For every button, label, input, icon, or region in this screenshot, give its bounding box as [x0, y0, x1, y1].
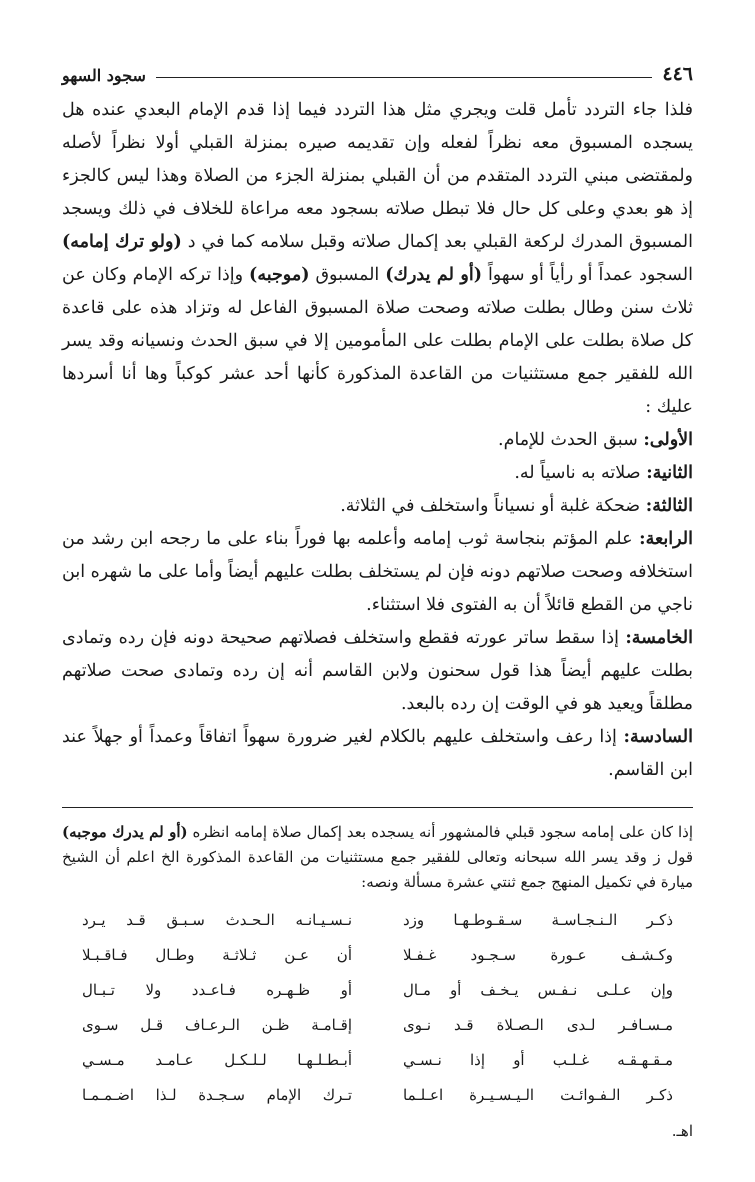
- hemistich-right: مـقـهـقـه غـلـب أو إذا نـسـي: [403, 1051, 673, 1069]
- item-text: علم المؤتم بنجاسة ثوب إمامه وأعلمه بها فوراً بناء على ما رجحه ابن رشد من استخلافه وصحت صلاتهم دونه فإن لم يستخلف بطلت عليهم أيضاً وأما على ما شهره ابن ناجي من القطع قائلاً أن به الفتوى فلا استثناء.: [62, 529, 693, 615]
- list-item: [62, 622, 693, 721]
- footnote-divider: [62, 807, 693, 808]
- hemistich-right: وإن عـلـى نـفـس يـخـف أو مـال: [403, 981, 673, 999]
- text-segment: فلذا جاء التردد تأمل قلت ويجري مثل هذا التردد فيما إذا قدم الإمام البعدي عنده هل يسجده المسبوق معه نظراً لفعله وإن تقديمه صيره بمنزلة القبلي أولا نظراً لأصله ولمقتضى مبني التردد المتقدم من أن القبلي بمنزلة الجزء من الصلاة وهذا ليس كالجزء إذ هو بعدي وعلى كل حال فلا تبطل صلاته بسجود معه مراعاة للخلاف في ذلك ويسجد المسبوق المدرك لركعة القبلي بعد إكمال صلاته وقبل سلامه كما في د: [62, 100, 693, 252]
- hemistich-left: أن عـن ثـلاثـة وطـال فـاقـبـلا: [82, 946, 352, 964]
- text-segment: قول ز وقد يسر الله سبحانه وتعالى للفقير جمع مستثنيات من القاعدة المذكورة الخ اعلم أن الشيخ ميارة في تكميل المنهج جمع ثنتي عشرة مسألة ونصه:: [62, 848, 693, 891]
- page-number: ٤٤٦: [662, 63, 693, 85]
- poem-verse: [62, 1043, 693, 1078]
- list-item: [62, 490, 693, 523]
- main-paragraph: [62, 94, 693, 424]
- poem: [62, 903, 693, 1113]
- list-item: [62, 523, 693, 622]
- item-label: الرابعة:: [639, 529, 693, 549]
- running-title: سجود السهو: [62, 66, 146, 85]
- quoted-text: (ولو ترك إمامه): [62, 232, 182, 252]
- poem-verse: [62, 1008, 693, 1043]
- text-segment: وإذا تركه الإمام وكان عن ثلاث سنن وطال بطلت صلاته وصحت صلاة المسبوق الفاعل له وتزاد هذه على قاعدة كل صلاة بطلت على الإمام بطلت على المأمومين إلا في سبق الحدث ونسيانه وقد يسر الله للفقير جمع مستثنيات من القاعدة المذكورة كأنها أحد عشر كوكباً وها أنا أسردها عليك :: [62, 265, 693, 417]
- hemistich-left: نـسـيـانـه الـحـدث سـبـق قـد يـرد: [82, 911, 352, 929]
- footnote-paragraph: [62, 820, 693, 895]
- poem-verse: [62, 973, 693, 1008]
- main-text: [62, 94, 693, 787]
- list-item: [62, 457, 693, 490]
- poem-verse: [62, 1078, 693, 1113]
- hemistich-right: وكـشـف عـورة سـجـود غـفـلا: [403, 946, 673, 964]
- header-rule: [156, 77, 652, 78]
- hemistich-left: تـرك الإمام سـجـدة لـذا اضـمـمـا: [82, 1086, 352, 1104]
- item-text: صلاته به ناسياً له.: [514, 463, 641, 483]
- item-label: الخامسة:: [625, 628, 693, 648]
- hemistich-left: أو ظـهـره فـاعـدد ولا تـبـال: [82, 981, 352, 999]
- text-segment: المسبوق: [315, 265, 380, 285]
- footnote: [62, 820, 693, 1144]
- poem-verse: [62, 903, 693, 938]
- item-label: الأولى:: [643, 430, 693, 450]
- list-item: [62, 424, 693, 457]
- item-text: إذا سقط ساتر عورته فقطع واستخلف فصلاتهم صحيحة دونه فإن رده وتمادى بطلت عليهم أيضاً هذا قول سحنون ولابن القاسم أنه إن رده وتمادى صحت صلاتهم مطلقاً ويعيد هو في الوقت إن رده بالبعد.: [62, 628, 693, 714]
- quoted-text: (موجبه): [249, 265, 310, 285]
- quoted-text: (أو لم يدرك): [385, 265, 482, 285]
- item-text: إذا رعف واستخلف عليهم بالكلام لغير ضرورة سهواً اتفاقاً وعمداً أو جهلاً عند ابن القاسم.: [62, 727, 693, 780]
- end-mark: اهـ.: [671, 1122, 693, 1140]
- text-segment: السجود عمداً أو رأياً أو سهواً: [487, 265, 693, 285]
- list-item: [62, 721, 693, 787]
- item-label: الثانية:: [646, 463, 693, 483]
- quoted-text: (أو لم يدرك موجبه): [62, 823, 188, 841]
- item-label: الثالثة:: [645, 496, 693, 516]
- item-label: السادسة:: [623, 727, 693, 747]
- text-segment: إذا كان على إمامه سجود قبلي فالمشهور أنه يسجده بعد إكمال صلاة إمامه انظره: [192, 823, 693, 841]
- hemistich-left: إقـامـة ظـن الـرعـاف قـل سـوى: [82, 1016, 352, 1034]
- hemistich-right: مـسـافـر لـدى الـصـلاة قـد نـوى: [403, 1016, 673, 1034]
- item-text: ضحكة غلبة أو نسياناً واستخلف في الثلاثة.: [340, 496, 641, 516]
- hemistich-left: أبـطـلـهـا لـلـكـل عـامـد مـسـي: [82, 1051, 352, 1069]
- page-header: [62, 58, 693, 84]
- hemistich-right: ذكـر الـنـجـاسـة سـقـوطـهـا وزد: [403, 911, 673, 929]
- hemistich-right: ذكـر الـفـوائـت الـيـسـيـرة اعـلـما: [403, 1086, 673, 1104]
- item-text: سبق الحدث للإمام.: [498, 430, 638, 450]
- poem-verse: [62, 938, 693, 973]
